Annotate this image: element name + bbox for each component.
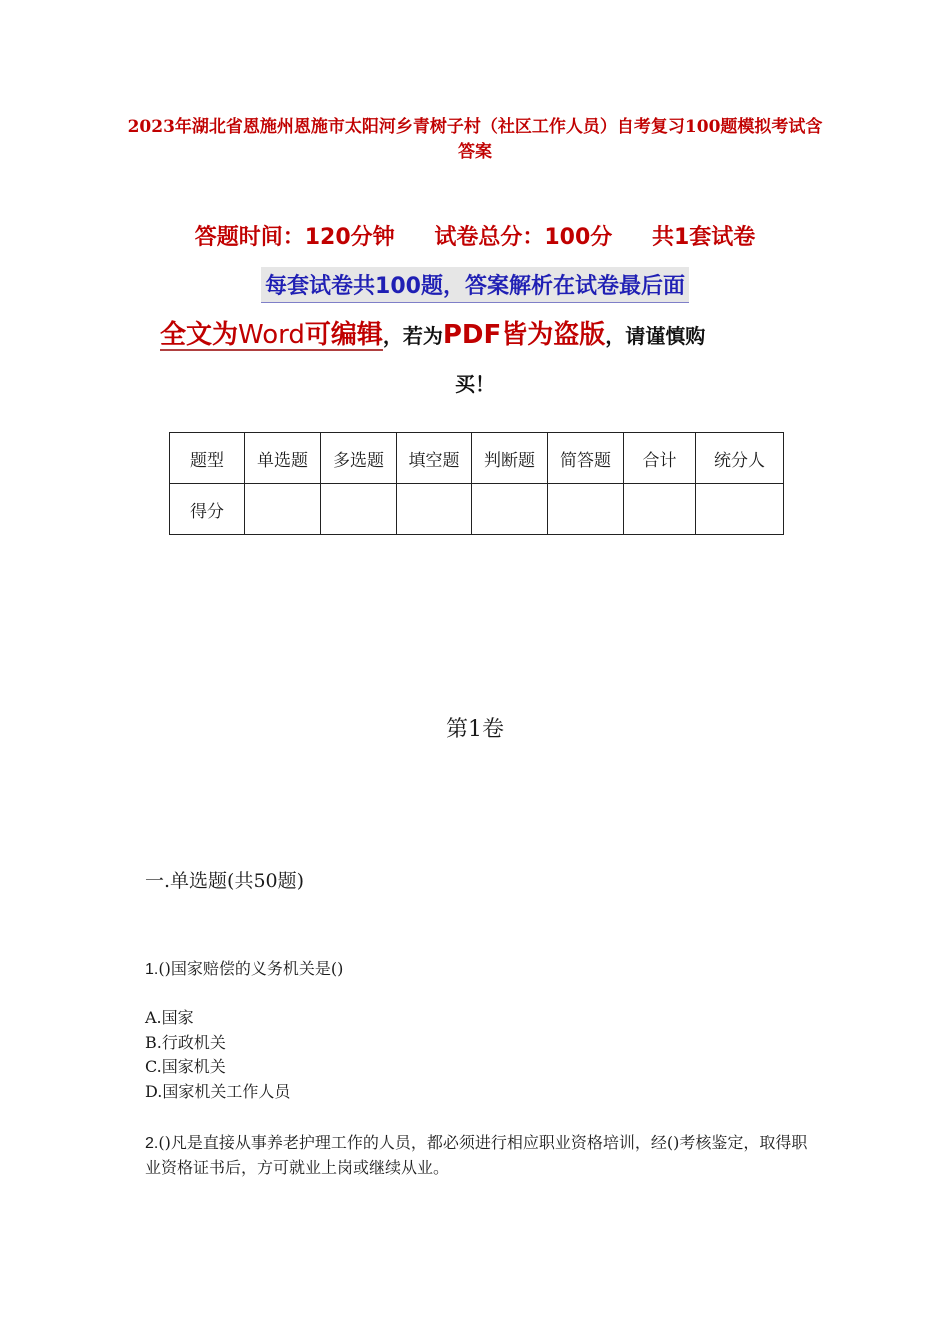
- question-1-options: [145, 1006, 290, 1104]
- question-number: 2.: [145, 1135, 159, 1152]
- score-cell: [472, 484, 548, 535]
- question-text: ()国家赔偿的义务机关是(): [158, 959, 344, 978]
- score-cell: [696, 484, 784, 535]
- question-2: [145, 1131, 815, 1180]
- question-number: 1.: [145, 961, 159, 978]
- option-a: A.国家: [145, 1008, 194, 1027]
- score-table-header-row: [170, 433, 784, 484]
- exam-info: [0, 220, 950, 251]
- option-d: D.国家机关工作人员: [145, 1081, 291, 1101]
- section-title: 一.单选题(共50题): [145, 870, 305, 892]
- option-b: B.行政机关: [145, 1032, 226, 1052]
- exam-time: 答题时间：120分钟: [194, 225, 395, 250]
- piracy-warning: 全文为Word可编辑，若为PDF皆为盗版，请谨慎购: [160, 320, 706, 350]
- score-cell: [397, 484, 472, 535]
- editable-note: 全文为Word可编辑: [160, 320, 383, 350]
- score-table-score-row: [170, 484, 784, 535]
- score-row-label: 得分: [170, 484, 245, 535]
- option-c: C.国家机关: [145, 1057, 226, 1076]
- header-cell: 判断题: [472, 433, 548, 484]
- score-cell: [548, 484, 624, 535]
- header-cell: 简答题: [548, 433, 624, 484]
- header-cell: 多选题: [321, 433, 397, 484]
- exam-set-count: 共1套试卷: [651, 225, 756, 250]
- header-cell: 填空题: [397, 433, 472, 484]
- header-cell: 统分人: [696, 433, 784, 484]
- question-text: ()凡是直接从事养老护理工作的人员，都必须进行相应职业资格培训，经()考核鉴定，取得职业资格证书后，方可就业上岗或继续从业。: [145, 1133, 808, 1177]
- exam-total-score: 试卷总分：100分: [434, 225, 613, 250]
- answer-notice: [0, 267, 950, 303]
- score-table: [169, 432, 784, 535]
- question-1: [145, 957, 815, 982]
- document-title: 2023年湖北省恩施州恩施市太阳河乡青树子村（社区工作人员）自考复习100题模拟考试含答案: [127, 117, 823, 162]
- score-cell: [321, 484, 397, 535]
- score-cell: [624, 484, 696, 535]
- header-cell: 题型: [170, 433, 245, 484]
- score-cell: [245, 484, 321, 535]
- header-cell: 单选题: [245, 433, 321, 484]
- piracy-warning-end: 买！: [455, 372, 495, 396]
- header-cell: 合计: [624, 433, 696, 484]
- volume-title: 第1卷: [446, 717, 504, 742]
- answer-notice-text: 每套试卷共100题，答案解析在试卷最后面: [261, 267, 689, 303]
